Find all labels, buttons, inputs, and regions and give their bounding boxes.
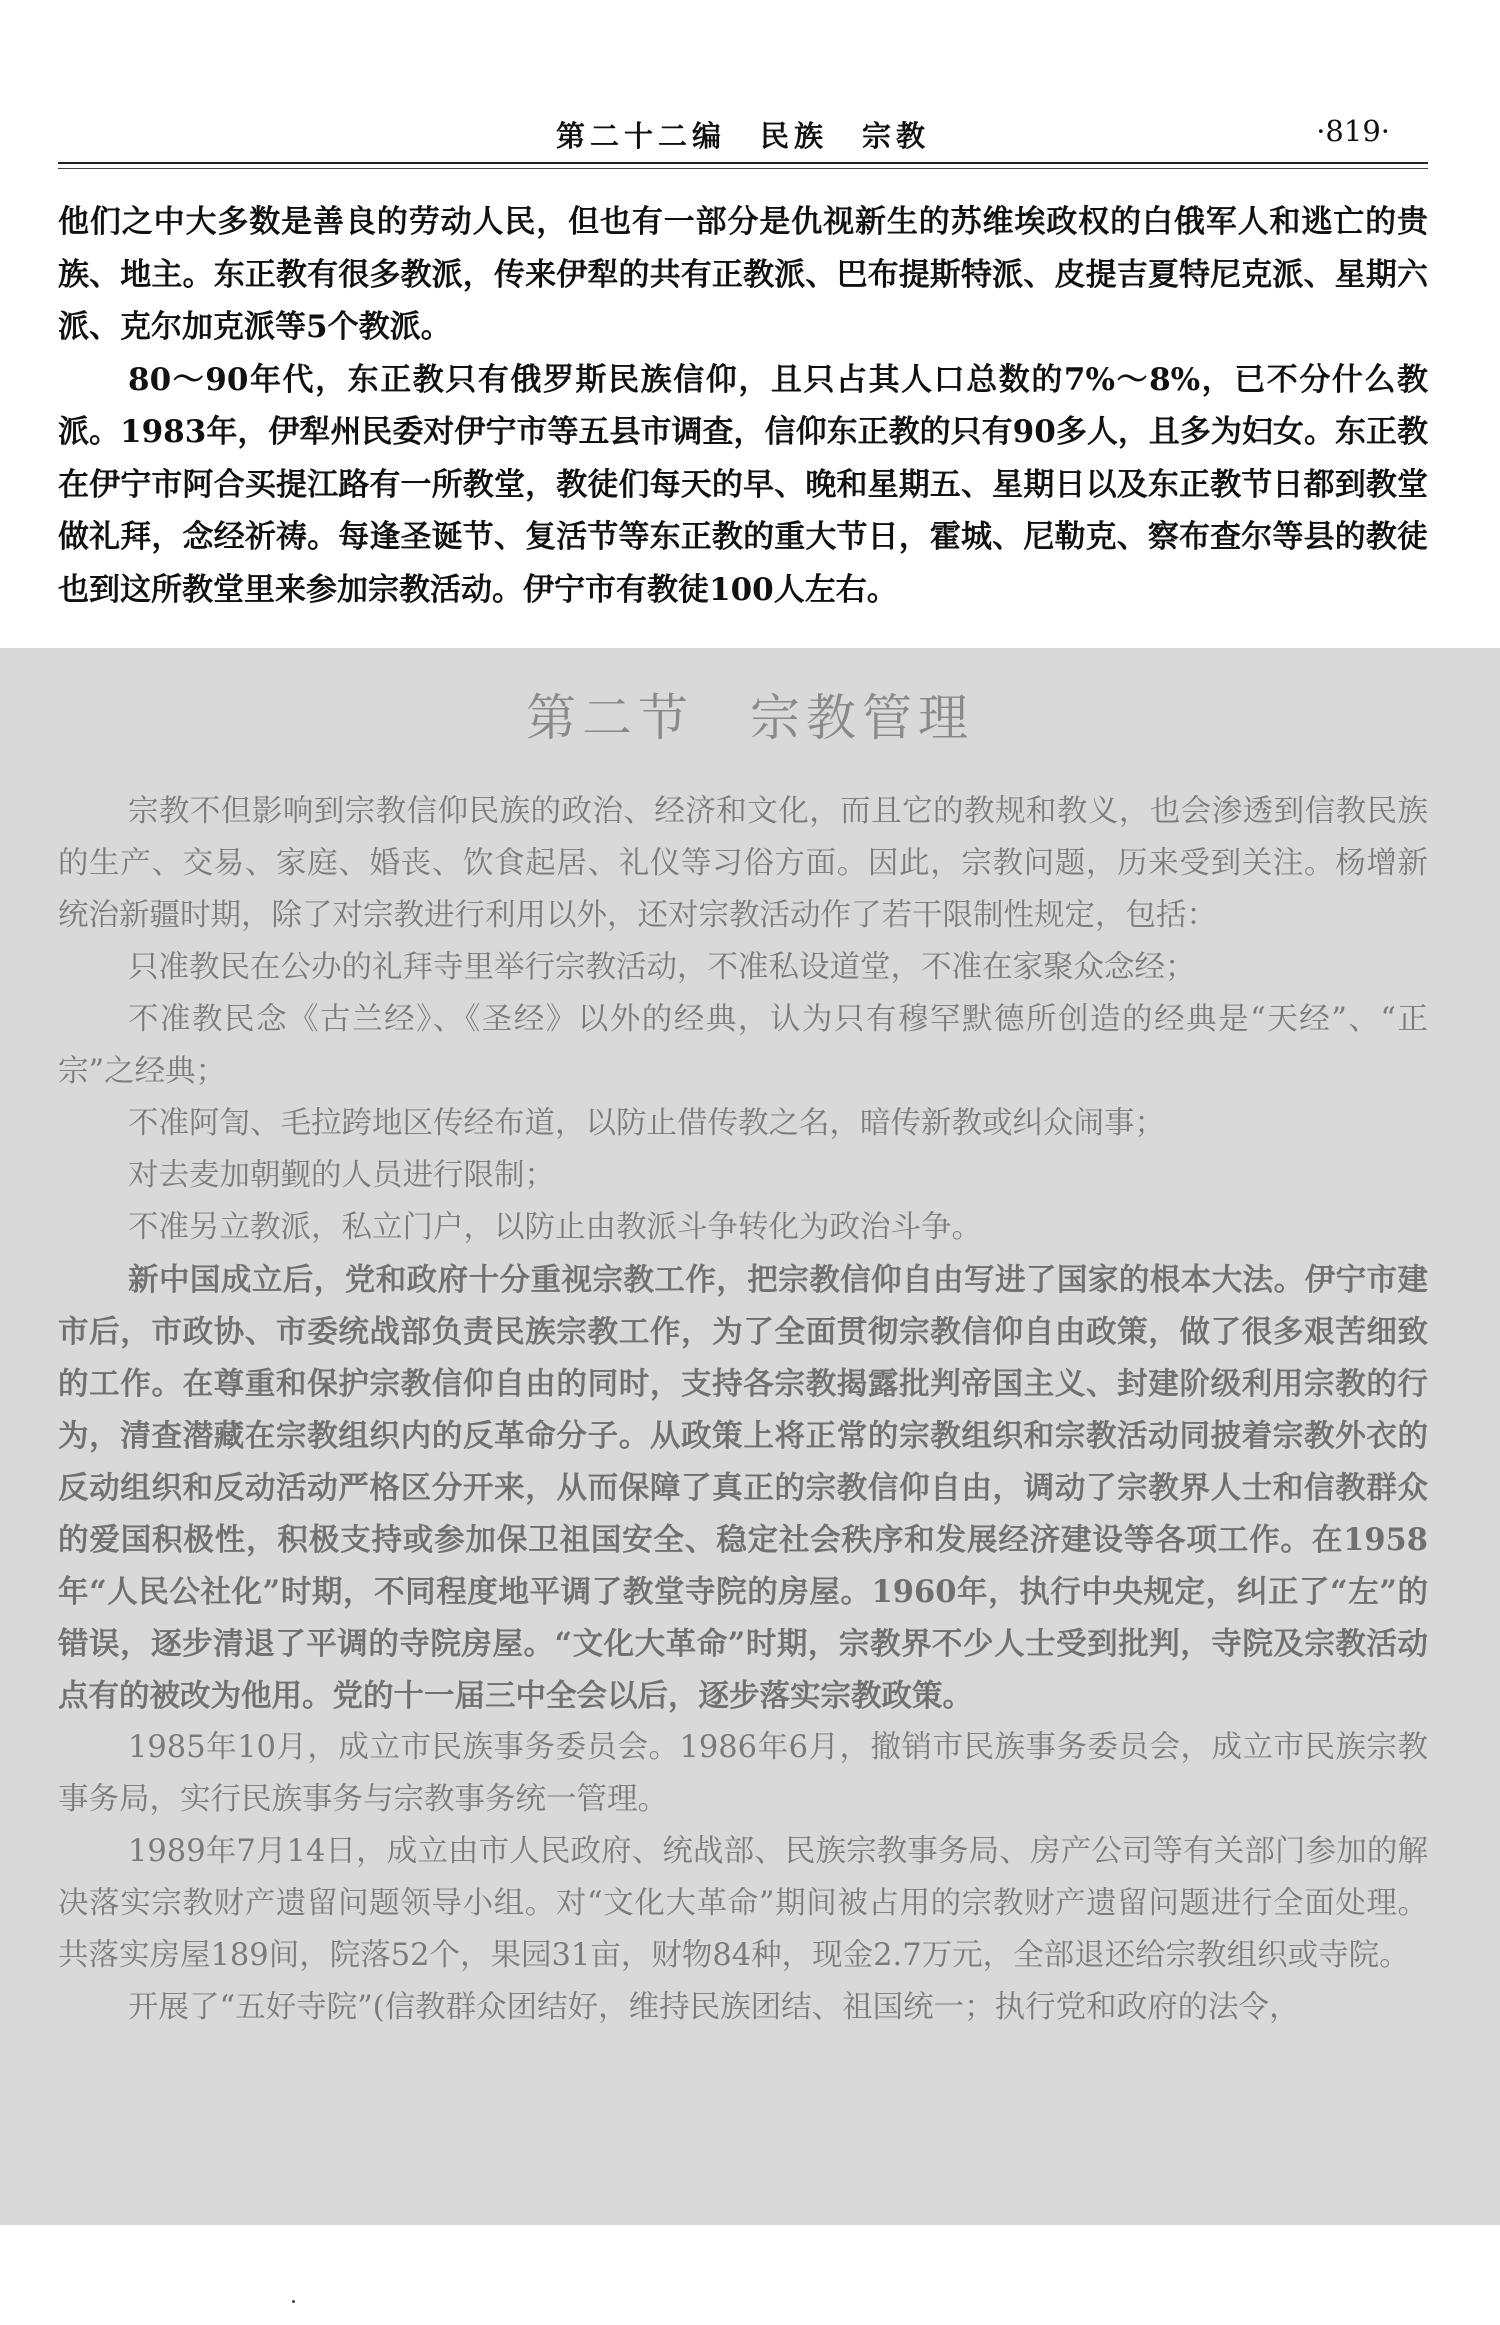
paragraph: 不准教民念《古兰经》、《圣经》以外的经典，认为只有穆罕默德所创造的经典是“天经”、“正宗”之经典；: [58, 1002, 1428, 1089]
paragraph: 只准教民在公办的礼拜寺里举行宗教活动，不准私设道堂，不准在家聚众念经；: [128, 950, 1196, 985]
paragraph: 他们之中大多数是善良的劳动人民，但也有一部分是仇视新生的苏维埃政权的白俄军人和逃亡的贵族、地主。东正教有很多教派，传来伊犁的共有正教派、巴布提斯特派、皮提吉夏特尼克派、星期六派、克尔加克派等5个教派。: [58, 204, 1428, 345]
paragraph: 开展了“五好寺院”(信教群众团结好，维持民族团结、祖国统一；执行党和政府的法令，: [128, 1990, 1300, 2025]
top-text-block: [58, 196, 1428, 616]
header-rule-thin: [58, 168, 1428, 169]
bottom-text-block: [58, 786, 1428, 2034]
paragraph: 新中国成立后，党和政府十分重视宗教工作，把宗教信仰自由写进了国家的根本大法。伊宁市建市后，市政协、市委统战部负责民族宗教工作，为了全面贯彻宗教信仰自由政策，做了很多艰苦细致的工作。在尊重和保护宗教信仰自由的同时，支持各宗教揭露批判帝国主义、封建阶级利用宗教的行为，清查潜藏在宗教组织内的反革命分子。从政策上将正常的宗教组织和宗教活动同披着宗教外衣的反动组织和反动活动严格区分开来，从而保障了真正的宗教信仰自由，调动了宗教界人士和信教群众的爱国积极性，积极支持或参加保卫祖国安全、稳定社会秩序和发展经济建设等各项工作。在1958年“人民公社化”时期，不同程度地平调了教堂寺院的房屋。1960年，执行中央规定，纠正了“左”的错误，逐步清退了平调的寺院房屋。“文化大革命”时期，宗教界不少人士受到批判，寺院及宗教活动点有的被改为他用。党的十一届三中全会以后，逐步落实宗教政策。: [58, 1262, 1428, 1714]
paragraph: 不准另立教派，私立门户，以防止由教派斗争转化为政治斗争。: [128, 1210, 982, 1245]
paragraph: 1985年10月，成立市民族事务委员会。1986年6月，撤销市民族事务委员会，成立市民族宗教事务局，实行民族事务与宗教事务统一管理。: [58, 1730, 1428, 1817]
paragraph: 宗教不但影响到宗教信仰民族的政治、经济和文化，而且它的教规和教义，也会渗透到信教民族的生产、交易、家庭、婚丧、饮食起居、礼仪等习俗方面。因此，宗教问题，历来受到关注。杨增新统治新疆时期，除了对宗教进行利用以外，还对宗教活动作了若干限制性规定，包括：: [58, 794, 1428, 933]
paragraph: 80～90年代，东正教只有俄罗斯民族信仰，且只占其人口总数的7%～8%，已不分什么教派。1983年，伊犁州民委对伊宁市等五县市调查，信仰东正教的只有90多人，且多为妇女。东正教在伊宁市阿合买提江路有一所教堂，教徒们每天的早、晚和星期五、星期日以及东正教节日都到教堂做礼拜，念经祈祷。每逢圣诞节、复活节等东正教的重大节日，霍城、尼勒克、察布查尔等县的教徒也到这所教堂里来参加宗教活动。伊宁市有教徒100人左右。: [58, 361, 1428, 608]
paragraph: 对去麦加朝觐的人员进行限制；: [128, 1158, 555, 1193]
paragraph: 不准阿訇、毛拉跨地区传经布道，以防止借传教之名，暗传新教或纠众闹事；: [128, 1106, 1165, 1141]
paragraph: 1989年7月14日，成立由市人民政府、统战部、民族宗教事务局、房产公司等有关部门参加的解决落实宗教财产遗留问题领导小组。对“文化大革命”期间被占用的宗教财产遗留问题进行全面处理。共落实房屋189间，院落52个，果园31亩，财物84种，现金2.7万元，全部退还给宗教组织或寺院。: [58, 1834, 1428, 1973]
page-number: ·819·: [1316, 114, 1390, 148]
page-header: [58, 108, 1428, 158]
header-rule: [58, 162, 1428, 164]
scan-speck: [292, 2300, 295, 2303]
header-title: 第二十二编 民族 宗教: [555, 119, 930, 153]
section-title: 第二节 宗教管理: [526, 689, 974, 747]
